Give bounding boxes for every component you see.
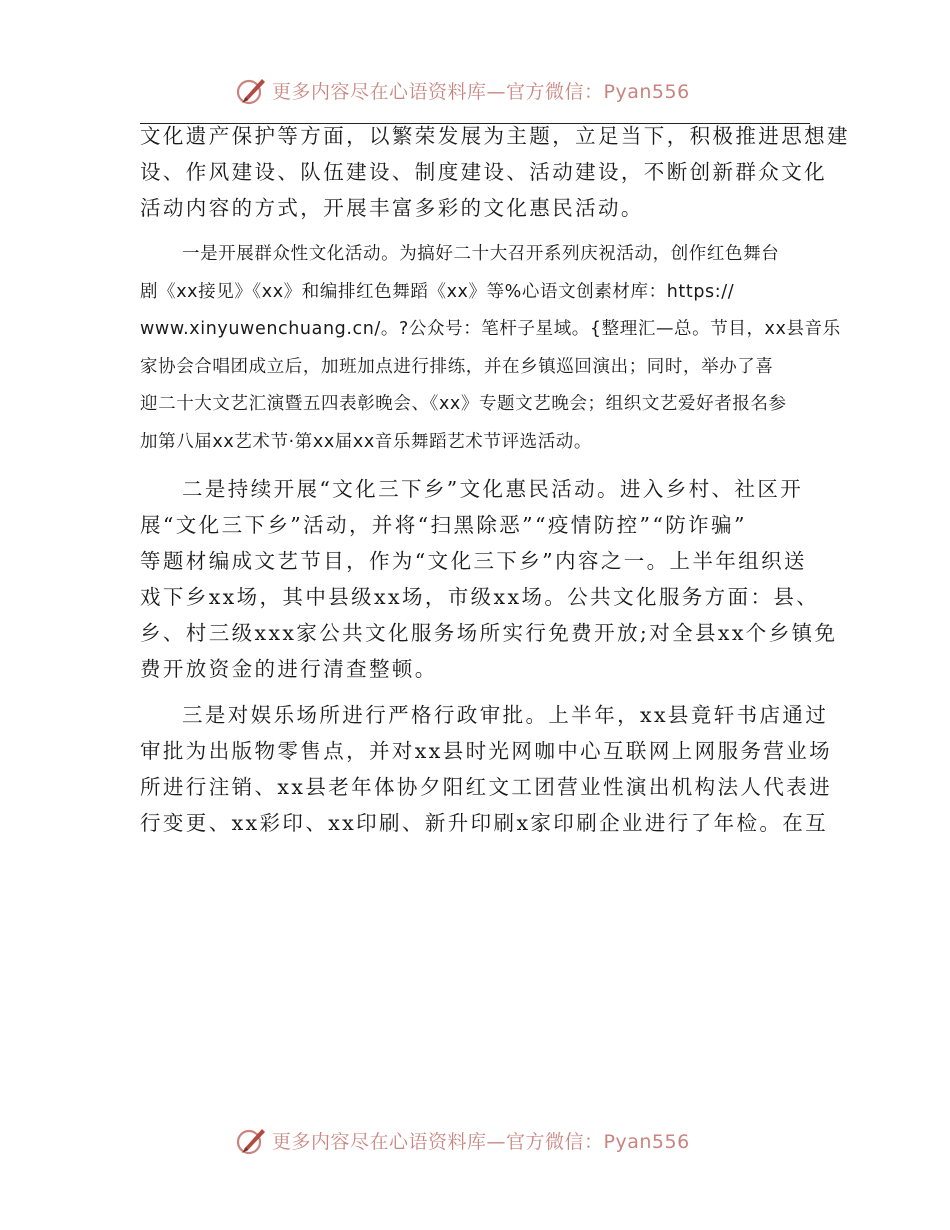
text-line: 文化遗产保护等方面，以繁荣发展为主题，立足当下，积极推进思想建 [140, 124, 850, 148]
text-line: 所进行注销、xx县老年体协夕阳红文工团营业性演出机构法人代表进 [140, 775, 833, 799]
text-line: 剧《xx接见》《xx》和编排红色舞蹈《xx》等%心语文创素材库：https:// [140, 281, 735, 302]
paragraph-mass-culture [140, 236, 841, 461]
text-line: 乡、村三级xxx家公共文化服务场所实行免费开放;对全县xx个乡镇免 [140, 621, 838, 645]
text-line: 二是持续开展“文化三下乡”文化惠民活动。进入乡村、社区开 [182, 477, 804, 501]
text-line: www.xinyuwenchuang.cn/。?公众号：笔杆子星域。{整理汇—总。节目，xx县音乐 [140, 319, 841, 339]
footer-banner [0, 1120, 950, 1160]
text-line: 等题材编成文艺节目，作为“文化三下乡”内容之一。上半年组织送 [140, 549, 807, 573]
footer-banner-content [234, 1120, 690, 1160]
text-line: 一是开展群众性文化活动。为搞好二十大召开系列庆祝活动，创作红色舞台 [182, 244, 780, 264]
text-line: 迎二十大文艺汇演暨五四表彰晚会、《xx》专题文艺晚会；组织文艺爱好者报名参 [140, 394, 787, 414]
text-line: 加第八届xx艺术节·第xx届xx音乐舞蹈艺术节评选活动。 [140, 431, 592, 452]
footer-banner-text: 更多内容尽在心语资料库—官方微信：Pyan556 [272, 1130, 690, 1153]
paragraph-intro-continued [140, 118, 850, 226]
text-line: 行变更、xx彩印、xx印刷、新升印刷x家印刷企业进行了年检。在互 [140, 811, 829, 835]
text-line: 戏下乡xx场，其中县级xx场，市级xx场。公共文化服务方面：县、 [140, 585, 820, 609]
text-line: 展“文化三下乡”活动，并将“扫黑除恶”“疫情防控”“防诈骗” [140, 513, 747, 537]
header-banner-content [234, 70, 690, 110]
text-line: 审批为出版物零售点，并对xx县时光网咖中心互联网上网服务营业场 [140, 739, 833, 763]
header-banner-text: 更多内容尽在心语资料库—官方微信：Pyan556 [272, 80, 690, 103]
header-banner [0, 70, 950, 110]
text-line: 设、作风建设、队伍建设、制度建设、活动建设，不断创新群众文化 [140, 160, 827, 184]
paragraph-culture-to-countryside [140, 471, 838, 687]
document-body [140, 118, 850, 841]
quill-logo-icon [234, 1123, 268, 1157]
text-line: 活动内容的方式，开展丰富多彩的文化惠民活动。 [140, 196, 644, 220]
text-line: 家协会合唱团成立后，加班加点进行排练，并在乡镇巡回演出；同时，举办了喜 [140, 356, 774, 377]
quill-logo-icon [234, 73, 268, 107]
text-line: 三是对娱乐场所进行严格行政审批。上半年，xx县竟轩书店通过 [182, 703, 829, 727]
paragraph-entertainment-approval [140, 697, 833, 841]
text-line: 费开放资金的进行清查整顿。 [140, 657, 438, 681]
